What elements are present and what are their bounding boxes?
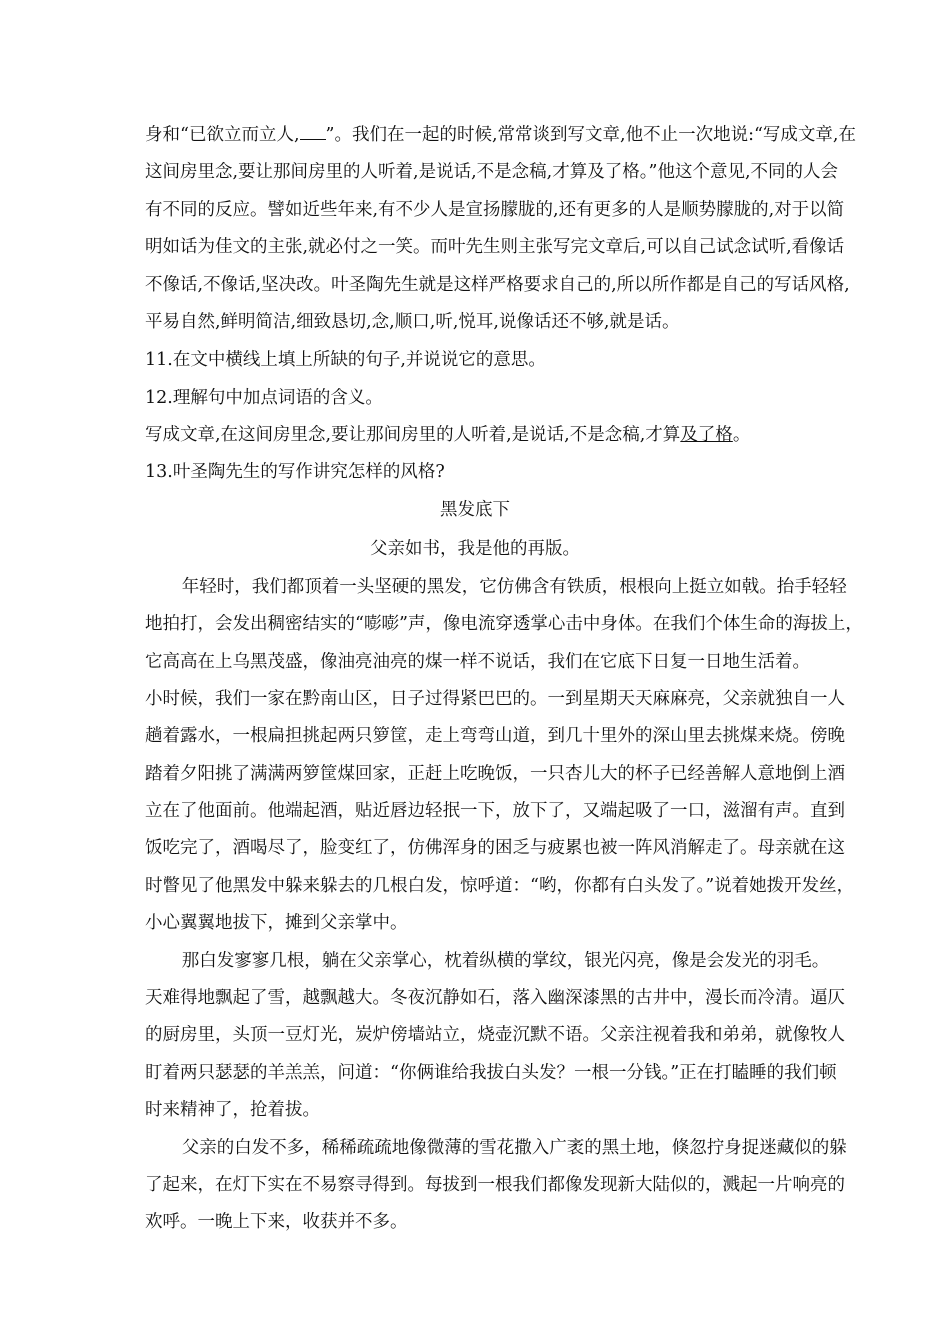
passage-text: ”。我们在一起的时候,常常谈到写文章,他不止一次地说:“写成文章,在	[325, 125, 856, 145]
passage-line-2: 这间房里念,要让那间房里的人听着,是说话,不是念稿,才算及了格。”他这个意见,不同的人会	[145, 162, 839, 182]
marked-phrase: 及了格	[680, 425, 733, 445]
sentence-text: 写成文章,在这间房里念,要让那间房里的人听着,是说话,不是念稿,才算	[145, 425, 681, 445]
sentence-text: 。	[732, 425, 751, 445]
essay-p5-line-2: 了起来，在灯下实在不易察寻得到。每拔到一根我们都像发现新大陆似的，溅起一片响亮的	[145, 1175, 845, 1195]
essay-p3-line-1: 那白发寥寥几根，躺在父亲掌心，枕着纵横的掌纹，银光闪亮，像是会发光的羽毛。	[181, 951, 830, 971]
essay-p2-line-6: 时瞥见了他黑发中躲来躲去的几根白发，惊呼道：“哟，你都有白头发了。”说着她拨开发丝，	[145, 876, 855, 896]
essay-p2-line-2: 趟着露水，一根扁担挑起两只箩筐，走上弯弯山道，到几十里外的深山里去挑煤来烧。傍晚	[145, 726, 845, 746]
passage-line-1	[145, 121, 856, 146]
essay-p4-line-2: 的厨房里，头顶一豆灯光，炭炉傍墙站立，烧壶沉默不语。父亲注视着我和弟弟，就像牧人	[145, 1025, 845, 1045]
essay-title: 黑发底下	[440, 500, 510, 520]
passage-line-6: 平易自然,鲜明简洁,细致恳切,念,顺口,听,悦耳,说像话还不够,就是话。	[145, 312, 680, 332]
passage-line-5: 不像话,不像话,坚决改。叶圣陶先生就是这样严格要求自己的,所以所作都是自己的写话风格,	[145, 275, 850, 295]
essay-p2-line-3: 踏着夕阳挑了满满两箩筐煤回家，正赶上吃晚饭，一只杏儿大的杯子已经善解人意地倒上酒	[145, 764, 845, 784]
question-11: 11.在文中横线上填上所缺的句子,并说说它的意思。	[145, 350, 546, 370]
question-13: 13.叶圣陶先生的写作讲究怎样的风格?	[145, 462, 445, 482]
question-12: 12.理解句中加点词语的含义。	[145, 388, 383, 408]
essay-subtitle: 父亲如书，我是他的再版。	[370, 539, 580, 559]
essay-p1-line-1: 年轻时，我们都顶着一头坚硬的黑发，它仿佛含有铁质，根根向上挺立如戟。抬手轻轻	[181, 577, 847, 597]
essay-p1-line-3: 它高高在上乌黑茂盛，像油亮油亮的煤一样不说话，我们在它底下日复一日地生活着。	[145, 652, 810, 672]
essay-p4-line-1: 天难得地飘起了雪，越飘越大。冬夜沉静如石，落入幽深漆黑的古井中，漫长而冷清。逼仄	[145, 988, 845, 1008]
essay-p2-line-5: 饭吃完了，酒喝尽了，脸变红了，仿佛浑身的困乏与疲累也被一阵风消解走了。母亲就在这	[145, 838, 845, 858]
passage-text: 身和“已欲立而立人,	[145, 125, 300, 145]
fill-in-blank[interactable]	[300, 125, 326, 140]
essay-p2-line-4: 立在了他面前。他端起酒，贴近唇边轻抿一下，放下了，又端起吸了一口，滋溜有声。直到	[145, 801, 845, 821]
passage-line-3: 有不同的反应。譬如近些年来,有不少人是宣扬朦胧的,还有更多的人是顺势朦胧的,对于以简	[145, 200, 845, 220]
passage-line-4: 明如话为佳文的主张,就必付之一笑。而叶先生则主张写完文章后,可以自己试念试听,看像话	[145, 237, 845, 257]
essay-p1-line-2: 地拍打，会发出稠密结实的“嘭嘭”声，像电流穿透掌心击中身体。在我们个体生命的海拔上，	[145, 614, 863, 634]
essay-p5-line-1: 父亲的白发不多，稀稀疏疏地像微薄的雪花撒入广袤的黑土地，倏忽拧身捉迷藏似的躲	[181, 1138, 847, 1158]
essay-p4-line-4: 时来精神了，抢着拔。	[145, 1100, 320, 1120]
essay-p5-line-3: 欢呼。一晚上下来，收获并不多。	[145, 1212, 408, 1232]
essay-p2-line-1: 小时候，我们一家在黔南山区，日子过得紧巴巴的。一到星期天天麻麻亮，父亲就独自一人	[145, 689, 845, 709]
essay-p2-line-7: 小心翼翼地拔下，摊到父亲掌中。	[145, 913, 408, 933]
essay-p4-line-3: 盯着两只瑟瑟的羊羔羔，问道：“你俩谁给我拔白头发？一根一分钱。”正在打瞌睡的我们顿	[145, 1063, 837, 1083]
question-12-sentence	[145, 421, 810, 446]
